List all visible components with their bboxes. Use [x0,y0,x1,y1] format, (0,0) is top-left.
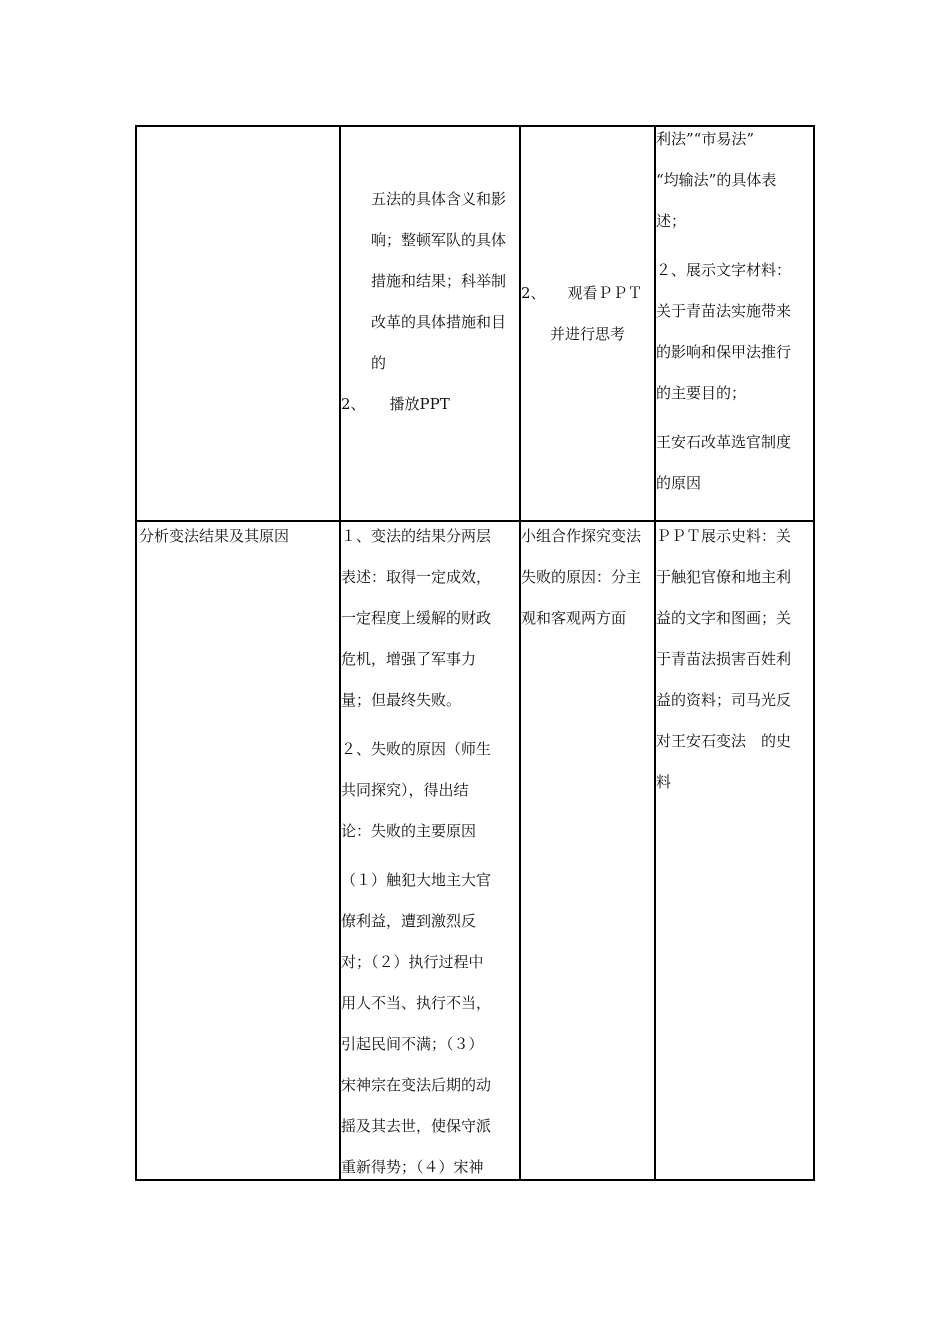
cell-line: 重新得势；（４）宋神 [341,1158,484,1176]
cell-line: 关于青苗法实施带来 [656,302,792,320]
cell-line: 并进行思考 [549,325,625,343]
lesson-table [135,125,815,1181]
cell-line: 危机，增强了军事力 [341,650,477,668]
list-text: 播放PPT [389,395,450,413]
cell-line: 的原因 [656,474,702,492]
cell-line: 摇及其去世，使保守派 [341,1117,492,1135]
cell-line: 引起民间不满；（３） [341,1035,484,1053]
table-cell-row1-teacher [341,179,519,425]
cell-line: 利法”“市易法” [656,130,755,148]
cell-line: 的 [371,354,387,372]
cell-line: 僚利益，遭到激烈反 [341,912,477,930]
cell-line: 对；（２）执行过程中 [341,953,484,971]
cell-line: 措施和结果；科举制 [371,272,507,290]
cell-line: １、变法的结果分两层 [341,527,492,545]
cell-line: ２、展示文字材料： [656,261,792,279]
cell-line: 料 [656,773,672,791]
cell-line: 的主要目的； [656,384,747,402]
cell-line: 表述：取得一定成效， [341,568,492,586]
table-cell-row2-topic [139,516,339,557]
cell-line: （１）触犯大地主大官 [341,871,492,889]
cell-line: 宋神宗在变法后期的动 [341,1076,492,1094]
cell-line: ＰＰＴ展示史料：关 [656,527,792,545]
cell-line: 王安石改革选官制度 [656,433,792,451]
cell-line: 述； [656,212,687,230]
list-text: 观看ＰＰＴ [567,284,643,302]
cell-line: 共同探究），得出结 [341,781,469,799]
cell-line [341,384,519,425]
table-cell-empty [139,127,339,517]
cell-line: 于青苗法损害百姓利 [656,650,792,668]
cell-line: 益的资料；司马光反 [656,691,792,709]
cell-line: 益的文字和图画；关 [656,609,792,627]
cell-line: 论：失败的主要原因 [341,822,477,840]
cell-line: 失败的原因：分主 [521,568,642,586]
cell-line: 一定程度上缓解的财政 [341,609,492,627]
cell-line: 对王安石变法 的史 [656,732,792,750]
table-cell-row2-teacher [341,516,519,1188]
cell-line [521,273,654,314]
cell-line: 的影响和保甲法推行 [656,343,792,361]
table-cell-row1-media [656,119,814,504]
cell-line: 观和客观两方面 [521,609,627,627]
cell-line: 改革的具体措施和目 [371,313,507,331]
list-number: 2、 [341,395,366,413]
table-cell-row2-student [521,516,654,639]
list-number: 2、 [521,284,546,302]
cell-line: ２、失败的原因（师生 [341,740,492,758]
cell-line: 量；但最终失败。 [341,691,462,709]
cell-line: 五法的具体含义和影 [371,190,507,208]
cell-line: 分析变法结果及其原因 [139,527,290,545]
table-cell-row1-student [521,273,654,355]
cell-line: 小组合作探究变法 [521,527,642,545]
cell-line: 响；整顿军队的具体 [371,231,507,249]
cell-line: “均输法”的具体表 [656,171,777,189]
table-cell-row2-media [656,516,814,803]
cell-line: 于触犯官僚和地主利 [656,568,792,586]
cell-line: 用人不当、执行不当， [341,994,492,1012]
